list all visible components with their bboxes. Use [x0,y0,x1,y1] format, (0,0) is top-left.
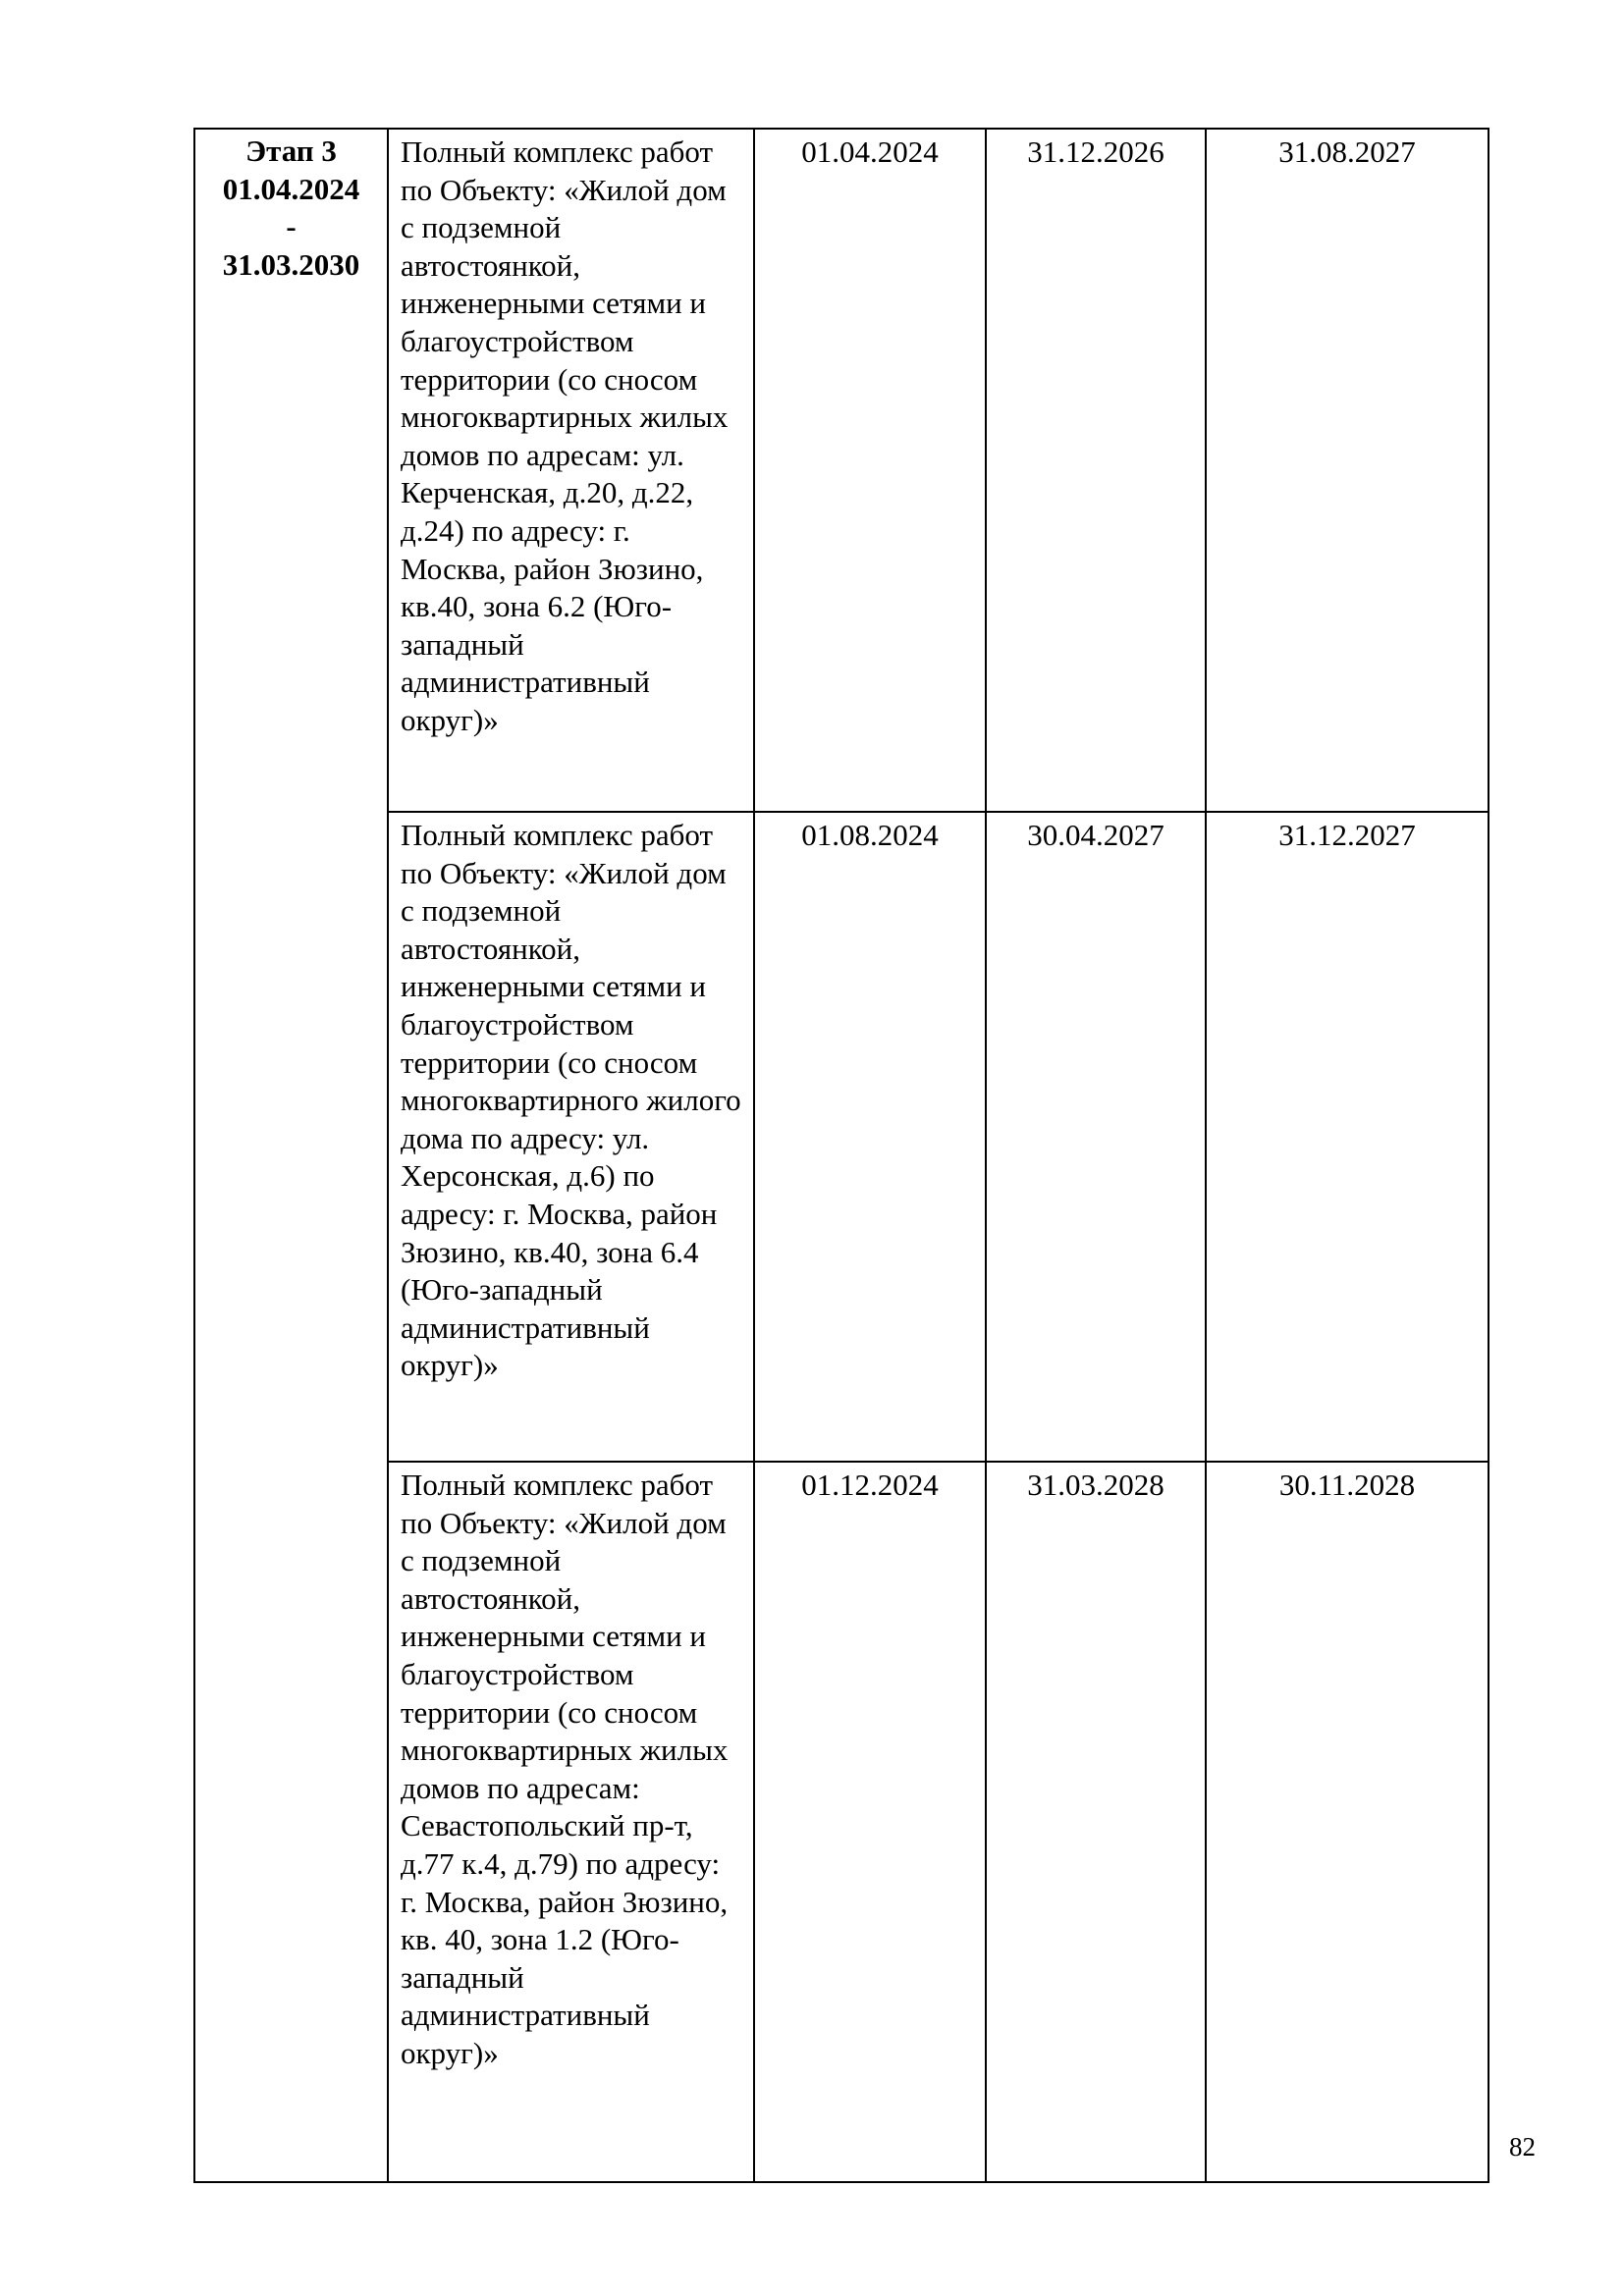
work-description: Полный комплекс работ по Объекту: «Жилой дом с подземной автостоянкой, инженерными сетями и благоустройством территории (со сносом многоквартирного жилого дома по адресу: ул. Херсонская, д.6) по адресу: г. Москва, район Зюзино, кв.40, зона 6.4 (Юго-западный административный округ)» [388,812,754,1462]
final-date: 31.08.2027 [1206,129,1489,812]
start-date: 01.12.2024 [754,1462,986,2182]
table-row [194,129,1489,812]
stage-title: Этап 3 [245,133,337,168]
start-date: 01.04.2024 [754,129,986,812]
page-number: 82 [1509,2132,1536,2162]
schedule-table [193,128,1489,2183]
stage-separator: - [286,209,297,244]
start-date: 01.08.2024 [754,812,986,1462]
end-date: 30.04.2027 [986,812,1206,1462]
end-date: 31.12.2026 [986,129,1206,812]
stage-start-date: 01.04.2024 [222,171,360,206]
work-description: Полный комплекс работ по Объекту: «Жилой дом с подземной автостоянкой, инженерными сетями и благоустройством территории (со сносом многоквартирных жилых домов по адресам: Севастопольский пр-т, д.77 к.4, д.79) по адресу: г. Москва, район Зюзино, кв. 40, зона 1.2 (Юго-западный административный округ)» [388,1462,754,2182]
final-date: 31.12.2027 [1206,812,1489,1462]
work-description: Полный комплекс работ по Объекту: «Жилой дом с подземной автостоянкой, инженерными сетями и благоустройством территории (со сносом многоквартирных жилых домов по адресам: ул. Керченская, д.20, д.22, д.24) по адресу: г. Москва, район Зюзино, кв.40, зона 6.2 (Юго-западный административный округ)» [388,129,754,812]
table-row [194,1462,1489,2182]
end-date: 31.03.2028 [986,1462,1206,2182]
final-date: 30.11.2028 [1206,1462,1489,2182]
table-row [194,812,1489,1462]
stage-end-date: 31.03.2030 [222,246,360,282]
stage-cell [194,129,388,2182]
